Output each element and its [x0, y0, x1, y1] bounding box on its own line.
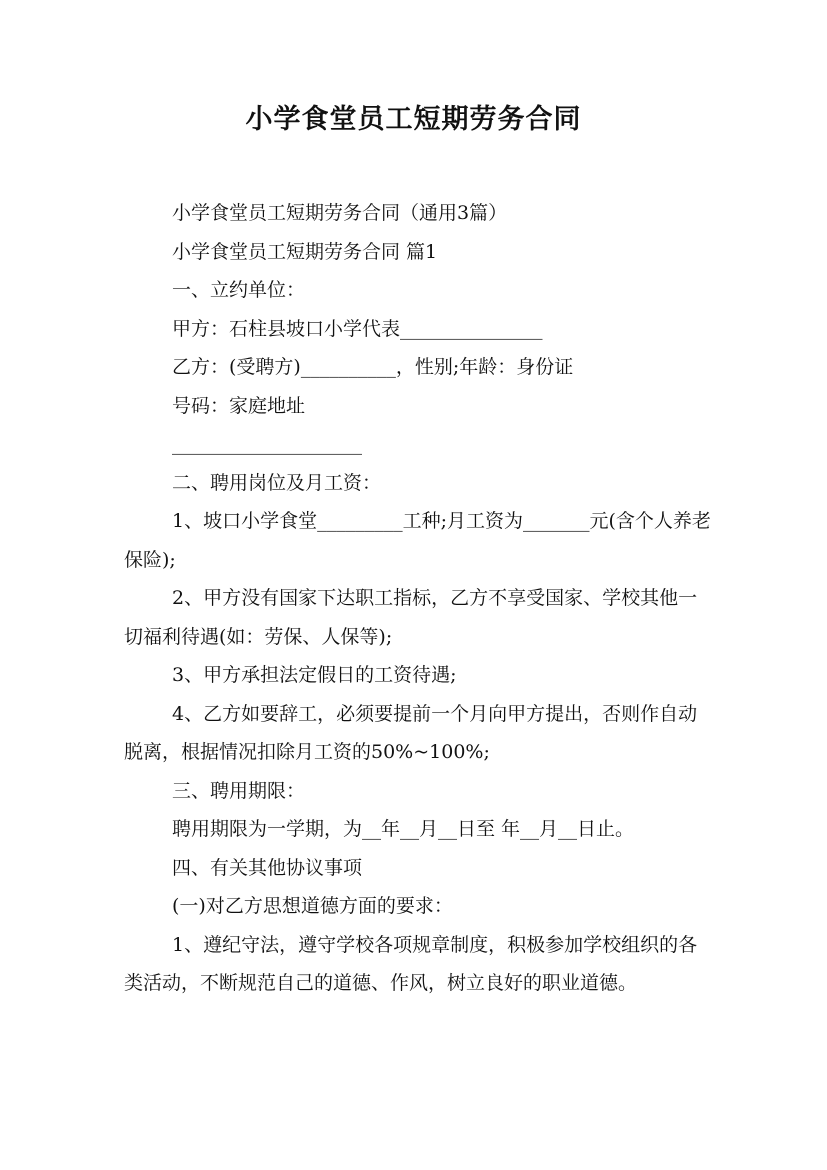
- paragraph-section-term: 三、聘用期限：: [172, 779, 306, 802]
- paragraph-term-detail: 聘用期限为一学期，为__年__月__日至 年__月__日止。: [172, 818, 635, 840]
- paragraph-clause-2: 2、甲方没有国家下达职工指标，乙方不享受国家、学校其他一切福利待遇(如：劳保、人保等);: [124, 587, 698, 648]
- paragraph-article-heading: 小学食堂员工短期劳务合同 篇1: [172, 240, 438, 263]
- paragraph-subsection-ethics: (一)对乙方思想道德方面的要求：: [172, 895, 453, 917]
- document-title: 小学食堂员工短期劳务合同: [245, 104, 582, 135]
- paragraph-address-blank: ____________________: [172, 433, 362, 455]
- paragraph-clause-1: 1、坡口小学食堂_________工种;月工资为_______元(含个人养老保险);: [124, 510, 711, 571]
- paragraph-party-a: 甲方：石柱县坡口小学代表_______________: [172, 317, 543, 340]
- paragraph-subtitle: 小学食堂员工短期劳务合同（通用3篇）: [172, 202, 508, 224]
- paragraph-section-position: 二、聘用岗位及月工资：: [172, 471, 382, 494]
- paragraph-clause-3: 3、甲方承担法定假日的工资待遇;: [172, 664, 457, 686]
- paragraph-party-b: 乙方：(受聘方)__________，性别;年龄：身份证: [172, 356, 574, 378]
- paragraph-clause-4: 4、乙方如要辞工，必须要提前一个月向甲方提出，否则作自动脱离，根据情况扣除月工资的50%~100%;: [124, 702, 698, 763]
- paragraph-section-parties: 一、立约单位：: [172, 279, 306, 301]
- paragraph-id-address: 号码：家庭地址: [172, 394, 306, 417]
- document-body: [124, 194, 714, 1003]
- paragraph-ethics-clause-1: 1、遵纪守法，遵守学校各项规章制度，积极参加学校组织的各类活动，不断规范自己的道德、作风，树立良好的职业道德。: [124, 933, 698, 994]
- paragraph-section-other: 四、有关其他协议事项: [172, 856, 363, 879]
